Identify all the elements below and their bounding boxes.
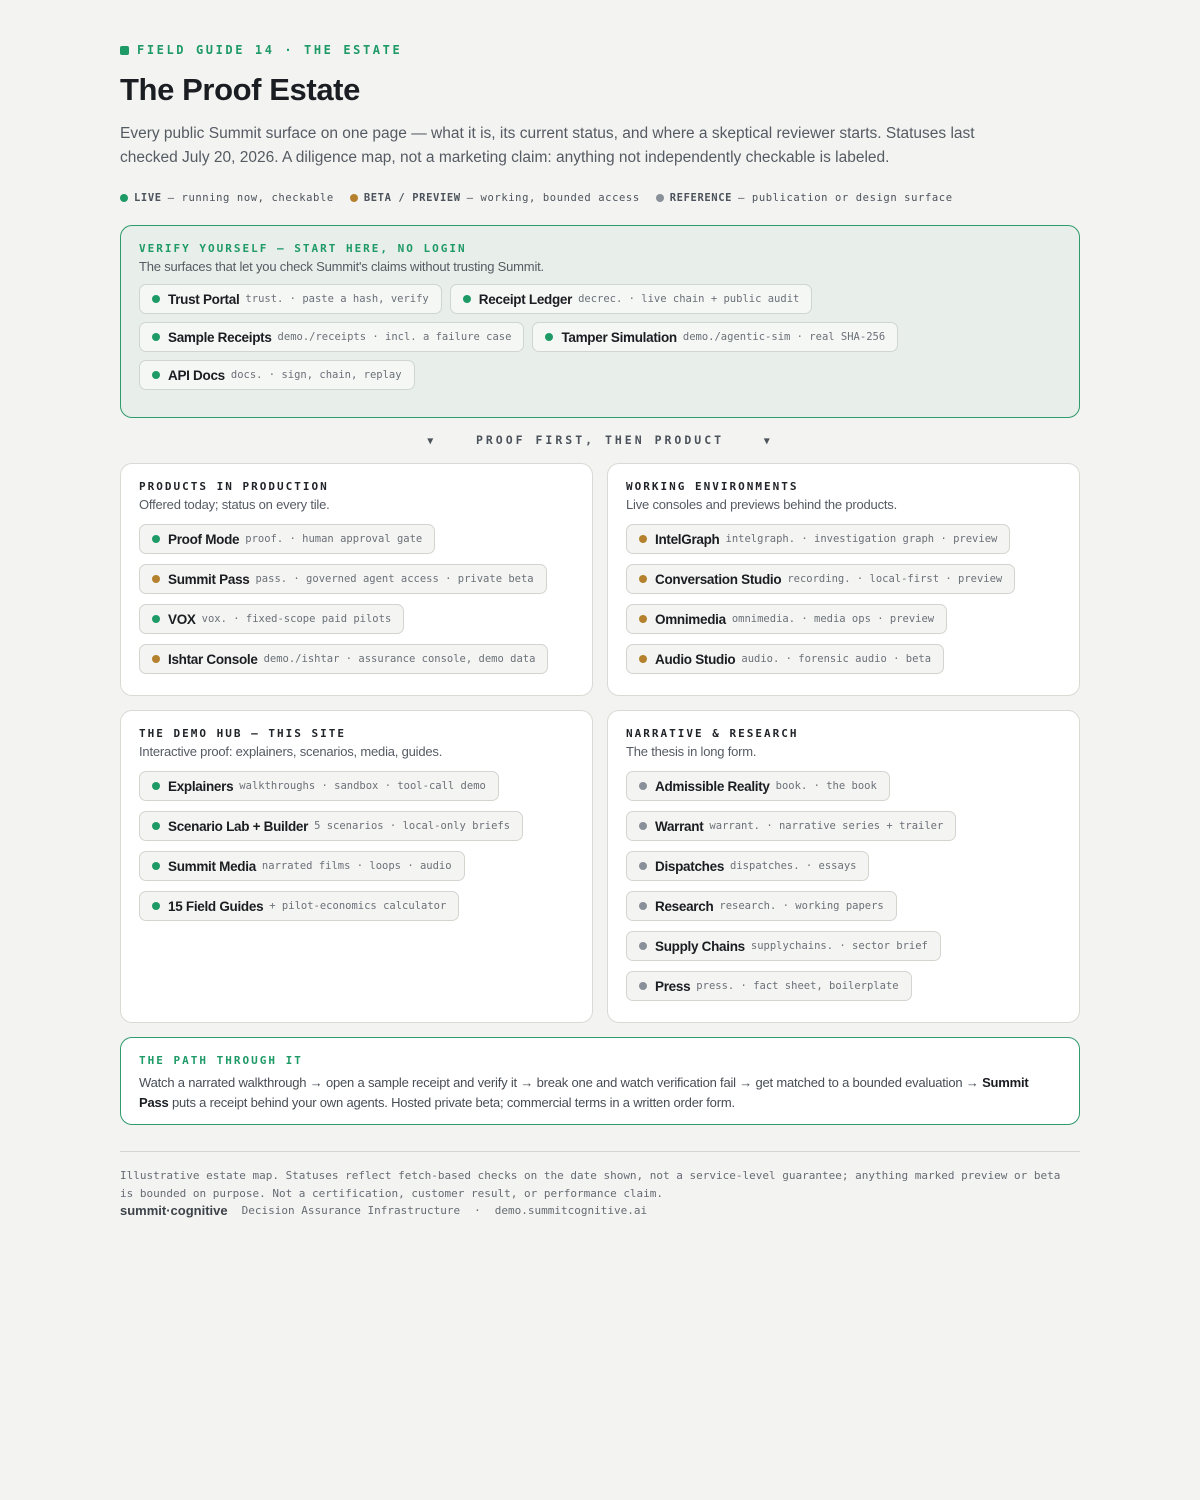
status-dot-icon — [152, 295, 160, 303]
surface-chip-list — [139, 524, 574, 674]
status-dot-icon — [639, 782, 647, 790]
card-subtitle: Offered today; status on every tile. — [139, 497, 330, 512]
legend-description: — working, bounded access — [466, 192, 640, 204]
surface-meta: omnimedia. · media ops · preview — [731, 613, 935, 625]
path-description — [139, 1073, 1061, 1113]
surface-name: Tamper Simulation — [561, 329, 677, 345]
surface-meta: narrated films · loops · audio — [261, 860, 452, 872]
surface-meta: walkthroughs · sandbox · tool-call demo — [239, 780, 486, 792]
legend-description: — publication or design surface — [738, 192, 953, 204]
legend-item-beta — [350, 192, 640, 204]
card-heading: PRODUCTS IN PRODUCTION — [139, 480, 329, 493]
surface-chip[interactable] — [139, 891, 459, 921]
status-dot-icon — [120, 194, 128, 202]
surface-chip[interactable] — [139, 644, 548, 674]
status-dot-icon — [463, 295, 471, 303]
footer-disclaimer: Illustrative estate map. Statuses reflect fetch-based checks on the date shown, not a service-level guarantee; anything marked preview or beta is bounded on purpose. Not a certification, customer result, or performance claim. — [120, 1169, 1061, 1200]
surface-name: Trust Portal — [168, 291, 240, 307]
card-subtitle: The thesis in long form. — [626, 744, 757, 759]
footer-brand-line — [120, 1203, 1080, 1218]
status-dot-icon — [639, 902, 647, 910]
surface-meta: 5 scenarios · local-only briefs — [314, 820, 511, 832]
surface-name: API Docs — [168, 367, 225, 383]
status-legend — [120, 192, 953, 204]
products-in-production-card — [120, 463, 593, 696]
surface-name: Proof Mode — [168, 531, 240, 547]
surface-chip[interactable] — [139, 284, 442, 314]
status-dot-icon — [152, 575, 160, 583]
eyebrow-label: FIELD GUIDE 14 · THE ESTATE — [137, 43, 403, 57]
eyebrow — [120, 43, 402, 57]
status-dot-icon — [152, 535, 160, 543]
surface-meta: dispatches. · essays — [730, 860, 857, 872]
surface-chip[interactable] — [626, 644, 944, 674]
surface-chip-list — [626, 524, 1061, 674]
surface-meta: recording. · local-first · preview — [787, 573, 1003, 585]
surface-meta: demo./receipts · incl. a failure case — [277, 331, 512, 343]
surface-meta: docs. · sign, chain, replay — [230, 369, 402, 381]
footer-tagline: Decision Assurance Infrastructure — [241, 1204, 461, 1217]
footer-separator: · — [474, 1204, 481, 1217]
status-dot-icon — [152, 333, 160, 341]
surface-meta: press. · fact sheet, boilerplate — [696, 980, 899, 992]
card-heading: WORKING ENVIRONMENTS — [626, 480, 799, 493]
surface-meta: vox. · fixed-scope paid pilots — [201, 613, 392, 625]
path-through-it-card — [120, 1037, 1080, 1125]
surface-name: Dispatches — [655, 858, 725, 874]
legend-label: BETA / PREVIEW — [363, 192, 461, 204]
page-intro: Every public Summit surface on one page — what it is, its current status, and where a skeptical reviewer starts. Statuses last checked July 20, 2026. A diligence map, not a marketing claim: anything not independently checkable is labeled. — [120, 125, 975, 166]
status-dot-icon — [152, 902, 160, 910]
surface-chip[interactable] — [139, 771, 499, 801]
legend-label: LIVE — [134, 192, 162, 204]
surface-chip[interactable] — [139, 524, 435, 554]
card-heading: VERIFY YOURSELF — START HERE, NO LOGIN — [139, 242, 467, 255]
divider-label: PROOF FIRST, THEN PRODUCT — [475, 433, 725, 447]
surface-chip[interactable] — [626, 564, 1015, 594]
surface-chip[interactable] — [626, 524, 1010, 554]
surface-meta: trust. · paste a hash, verify — [245, 293, 429, 305]
surface-name: Admissible Reality — [655, 778, 770, 794]
surface-chip[interactable] — [626, 891, 897, 921]
status-dot-icon — [152, 782, 160, 790]
surface-meta: demo./ishtar · assurance console, demo data — [263, 653, 536, 665]
surface-name: Warrant — [655, 818, 704, 834]
surface-meta: book. · the book — [775, 780, 877, 792]
surface-name: Receipt Ledger — [478, 291, 573, 307]
surface-chip[interactable] — [626, 811, 956, 841]
triangle-down-icon: ▼ — [427, 436, 437, 447]
surface-chip[interactable] — [626, 971, 912, 1001]
section-divider — [120, 433, 1080, 447]
surface-meta: audio. · forensic audio · beta — [741, 653, 932, 665]
surface-name: VOX — [168, 611, 196, 627]
surface-chip[interactable] — [139, 360, 415, 390]
status-dot-icon — [639, 615, 647, 623]
surface-meta: proof. · human approval gate — [245, 533, 423, 545]
surface-chip[interactable] — [139, 851, 465, 881]
eyebrow-square-icon — [120, 46, 129, 55]
demo-hub-card — [120, 710, 593, 1023]
brand-logo: summit·cognitive — [120, 1203, 228, 1218]
surface-meta: demo./agentic-sim · real SHA-256 — [682, 331, 886, 343]
status-dot-icon — [639, 822, 647, 830]
surface-name: Audio Studio — [655, 651, 736, 667]
card-subtitle: The surfaces that let you check Summit's claims without trusting Summit. — [139, 259, 544, 274]
surface-chip[interactable] — [139, 322, 524, 352]
surface-chip[interactable] — [532, 322, 898, 352]
path-text-after: puts a receipt behind your own agents. Hosted private beta; commercial terms in a written order form. — [168, 1095, 735, 1110]
status-dot-icon — [639, 942, 647, 950]
surface-chip[interactable] — [139, 604, 404, 634]
status-dot-icon — [152, 615, 160, 623]
status-dot-icon — [152, 862, 160, 870]
footer-domain-link[interactable]: demo.summitcognitive.ai — [494, 1204, 648, 1217]
page-title: The Proof Estate — [120, 72, 360, 107]
status-dot-icon — [639, 862, 647, 870]
working-environments-card — [607, 463, 1080, 696]
surface-meta: + pilot-economics calculator — [269, 900, 447, 912]
status-dot-icon — [639, 575, 647, 583]
card-heading: THE DEMO HUB — THIS SITE — [139, 727, 346, 740]
surface-chip[interactable] — [626, 771, 890, 801]
status-dot-icon — [639, 982, 647, 990]
card-subtitle: Interactive proof: explainers, scenarios, media, guides. — [139, 744, 443, 759]
legend-label: REFERENCE — [669, 192, 733, 204]
status-dot-icon — [639, 535, 647, 543]
surface-name: Scenario Lab + Builder — [168, 818, 309, 834]
surface-name: 15 Field Guides — [168, 898, 264, 914]
surface-chip[interactable] — [626, 851, 869, 881]
page-footer — [120, 1151, 1080, 1218]
surface-meta: decrec. · live chain + public audit — [578, 293, 800, 305]
surface-name: Conversation Studio — [655, 571, 782, 587]
status-dot-icon — [350, 194, 358, 202]
surface-meta: research. · working papers — [719, 900, 884, 912]
surface-name: Explainers — [168, 778, 234, 794]
surface-meta: supplychains. · sector brief — [750, 940, 928, 952]
status-dot-icon — [656, 194, 664, 202]
surface-name: IntelGraph — [655, 531, 720, 547]
surface-chip-list — [139, 771, 574, 921]
verify-yourself-card — [120, 225, 1080, 418]
surface-meta: intelgraph. · investigation graph · preview — [725, 533, 998, 545]
surface-chip[interactable] — [626, 604, 947, 634]
surface-name: Research — [655, 898, 714, 914]
status-dot-icon — [152, 822, 160, 830]
card-heading: NARRATIVE & RESEARCH — [626, 727, 799, 740]
surface-name: Press — [655, 978, 691, 994]
card-heading: THE PATH THROUGH IT — [139, 1054, 303, 1067]
surface-chip[interactable] — [139, 564, 547, 594]
surface-meta: pass. · governed agent access · private beta — [255, 573, 534, 585]
summit-pass-highlight: Summit Pass — [139, 1075, 1029, 1110]
surface-chip-list — [139, 284, 1061, 390]
triangle-down-icon: ▼ — [763, 436, 773, 447]
status-dot-icon — [152, 371, 160, 379]
surface-name: Summit Pass — [168, 571, 250, 587]
status-dot-icon — [545, 333, 553, 341]
legend-description: — running now, checkable — [167, 192, 334, 204]
surface-name: Ishtar Console — [168, 651, 258, 667]
surface-name: Supply Chains — [655, 938, 745, 954]
surface-chip[interactable] — [450, 284, 813, 314]
card-subtitle: Live consoles and previews behind the products. — [626, 497, 897, 512]
legend-item-reference — [656, 192, 953, 204]
legend-item-live — [120, 192, 334, 204]
surface-name: Sample Receipts — [168, 329, 272, 345]
surface-chip[interactable] — [139, 811, 523, 841]
surface-chip-list — [626, 771, 1061, 1001]
status-dot-icon — [152, 655, 160, 663]
status-dot-icon — [639, 655, 647, 663]
narrative-research-card — [607, 710, 1080, 1023]
surface-meta: warrant. · narrative series + trailer — [709, 820, 944, 832]
surface-chip[interactable] — [626, 931, 941, 961]
path-text-before: Watch a narrated walkthrough → open a sample receipt and verify it → break one and watch verification fail → get matched to a bounded evaluation → — [139, 1075, 983, 1090]
surface-name: Summit Media — [168, 858, 256, 874]
surface-name: Omnimedia — [655, 611, 726, 627]
